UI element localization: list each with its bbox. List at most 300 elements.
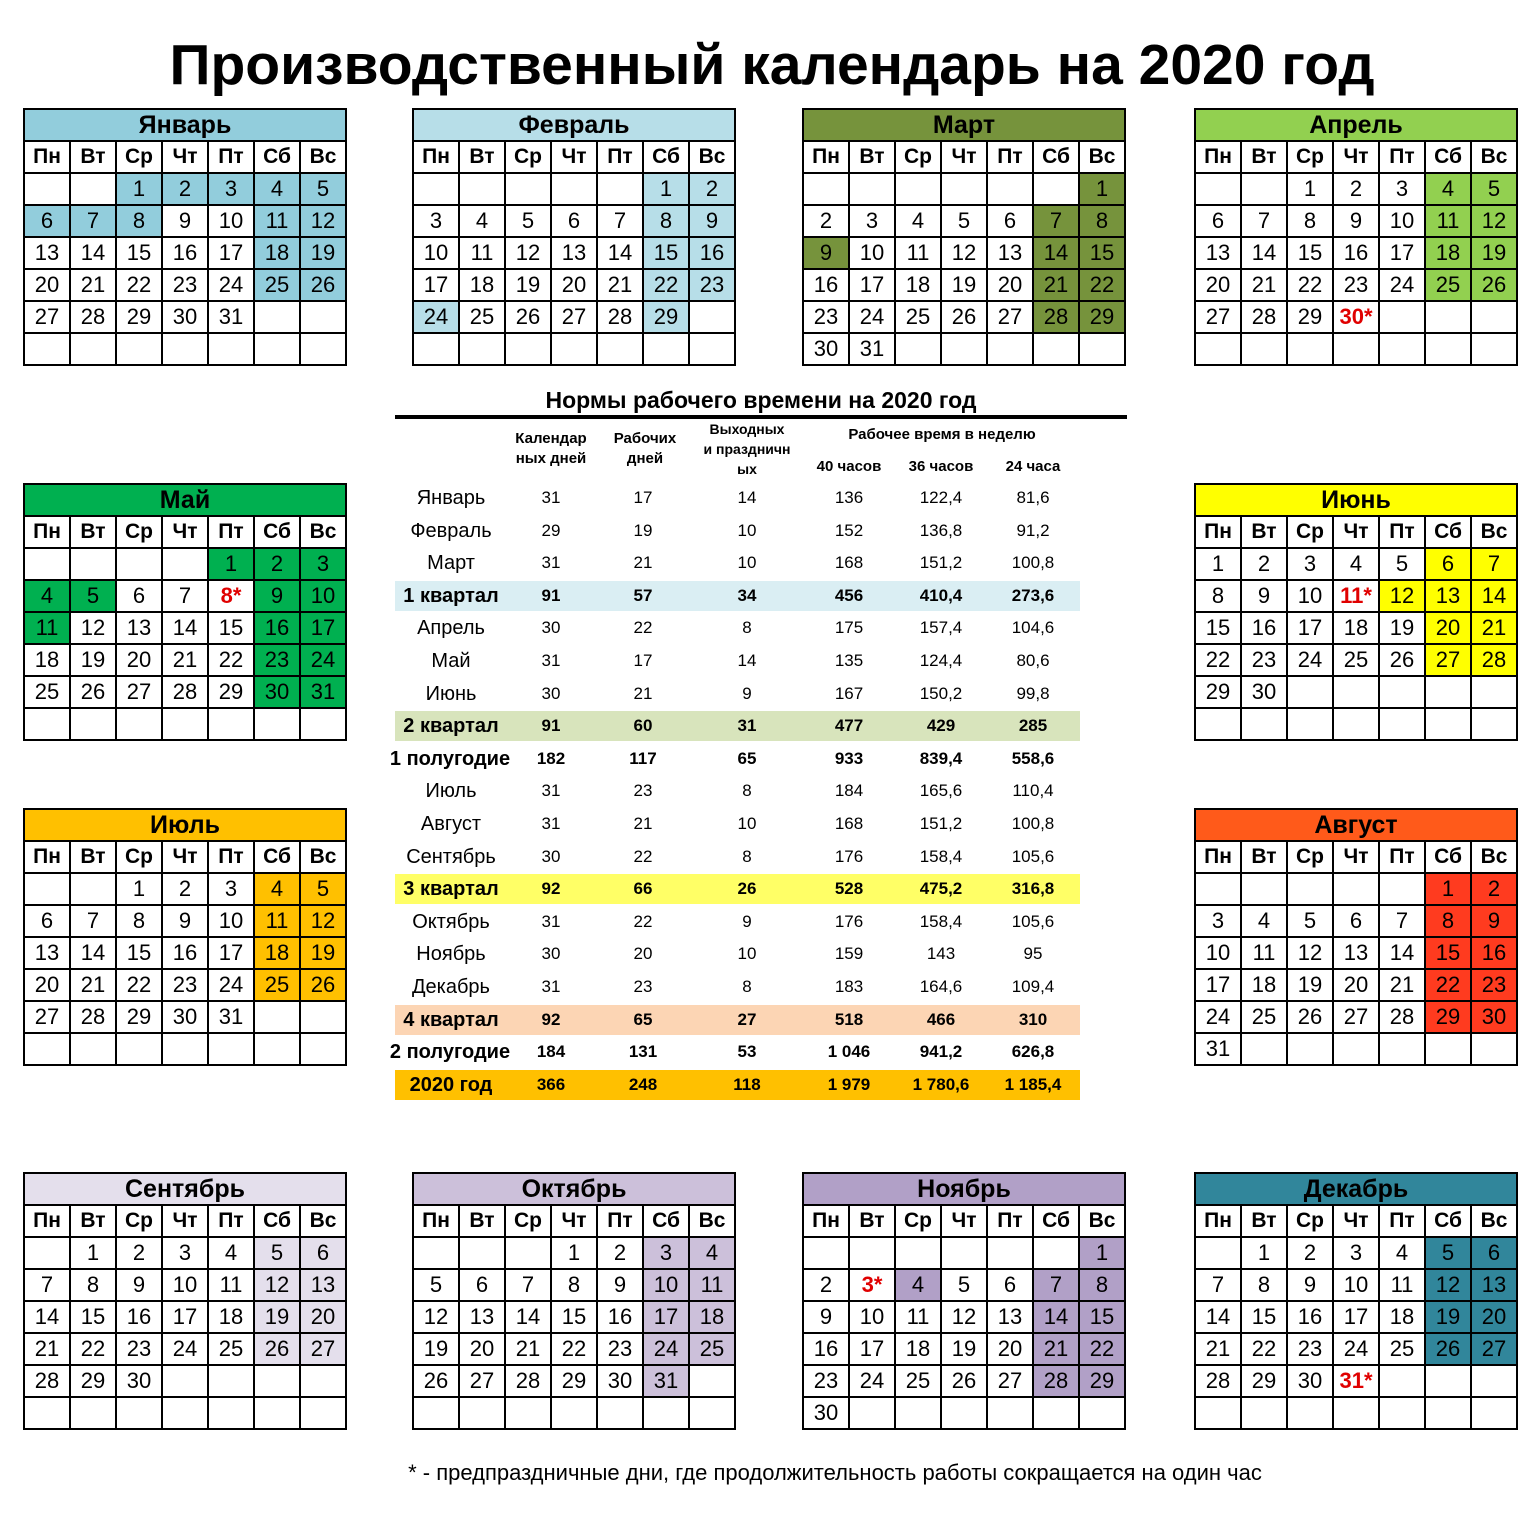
day-cell: 20 <box>24 269 70 301</box>
empty-cell <box>208 1365 254 1397</box>
day-cell: 12 <box>1287 937 1333 969</box>
day-cell: 20 <box>551 269 597 301</box>
day-cell: 1 <box>1195 548 1241 580</box>
day-cell: 23 <box>597 1333 643 1365</box>
weekday-label: Вс <box>300 841 346 873</box>
day-cell: 27 <box>459 1365 505 1397</box>
day-cell: 6 <box>1425 548 1471 580</box>
weekday-label: Пт <box>208 1205 254 1237</box>
day-cell: 21 <box>1241 269 1287 301</box>
empty-cell <box>116 333 162 365</box>
day-cell: 19 <box>1379 612 1425 644</box>
day-cell: 16 <box>803 1333 849 1365</box>
empty-cell <box>689 333 735 365</box>
empty-cell <box>70 1397 116 1429</box>
day-cell: 5 <box>300 873 346 905</box>
norms-row <box>395 809 1127 839</box>
day-cell: 4 <box>1425 173 1471 205</box>
empty-cell <box>1471 676 1517 708</box>
day-cell: 30 <box>1287 1365 1333 1397</box>
empty-cell <box>1287 1033 1333 1065</box>
day-cell: 16 <box>1241 612 1287 644</box>
day-cell: 22 <box>116 969 162 1001</box>
day-cell: 22 <box>208 644 254 676</box>
day-cell: 21 <box>70 969 116 1001</box>
day-cell: 27 <box>24 301 70 333</box>
day-cell: 7 <box>162 580 208 612</box>
day-cell: 29 <box>643 301 689 333</box>
day-cell: 3 <box>1333 1237 1379 1269</box>
day-cell: 16 <box>1333 237 1379 269</box>
empty-cell <box>254 301 300 333</box>
day-cell: 25 <box>459 301 505 333</box>
day-cell: 3 <box>208 873 254 905</box>
day-cell: 7 <box>70 905 116 937</box>
month-calendar <box>23 108 347 366</box>
empty-cell <box>70 548 116 580</box>
row-value: 91 <box>541 585 561 605</box>
day-cell: 27 <box>1195 301 1241 333</box>
weekday-label: Вт <box>459 1205 505 1237</box>
weekday-label: Сб <box>643 141 689 173</box>
day-cell: 13 <box>116 612 162 644</box>
empty-cell <box>1471 1397 1517 1429</box>
day-cell: 4 <box>895 1269 941 1301</box>
day-cell: 12 <box>413 1301 459 1333</box>
weekday-label: Пт <box>597 1205 643 1237</box>
day-cell: 9 <box>162 205 208 237</box>
row-value: 31 <box>737 716 757 736</box>
weekday-label: Вс <box>1079 141 1125 173</box>
row-value: 518 <box>834 1009 864 1029</box>
footnote: * - предпраздничные дни, где продолжительность работы сокращается на один час <box>408 1460 1262 1485</box>
empty-cell <box>1333 708 1379 740</box>
day-cell: 18 <box>208 1301 254 1333</box>
empty-cell <box>1241 333 1287 365</box>
day-cell: 21 <box>162 644 208 676</box>
row-label: 2 полугодие <box>389 1041 511 1064</box>
day-cell: 5 <box>941 205 987 237</box>
empty-cell <box>70 1033 116 1065</box>
empty-cell <box>551 173 597 205</box>
day-cell: 3 <box>413 205 459 237</box>
weekday-label: Вт <box>459 141 505 173</box>
day-cell: 20 <box>987 1333 1033 1365</box>
row-value: 21 <box>633 814 653 833</box>
empty-cell <box>1379 708 1425 740</box>
day-cell: 26 <box>1379 644 1425 676</box>
day-cell: 7 <box>505 1269 551 1301</box>
day-cell: 24 <box>300 644 346 676</box>
day-cell: 16 <box>116 1301 162 1333</box>
empty-cell <box>254 333 300 365</box>
day-cell: 8 <box>1079 205 1125 237</box>
day-cell: 5 <box>413 1269 459 1301</box>
empty-cell <box>300 333 346 365</box>
empty-cell <box>1033 1237 1079 1269</box>
empty-cell <box>1425 1033 1471 1065</box>
day-cell: 30 <box>254 676 300 708</box>
day-cell: 15 <box>116 937 162 969</box>
row-value: 17 <box>633 488 653 507</box>
day-cell: 31 <box>643 1365 689 1397</box>
empty-cell <box>987 1237 1033 1269</box>
row-label: 1 квартал <box>403 584 499 607</box>
day-cell: 13 <box>24 237 70 269</box>
day-cell: 9 <box>116 1269 162 1301</box>
row-value: 92 <box>541 1009 561 1029</box>
day-cell: 12 <box>1379 580 1425 612</box>
row-value: 429 <box>926 716 956 736</box>
empty-cell <box>643 1397 689 1429</box>
day-cell: 2 <box>803 205 849 237</box>
header-calendar-days: Календар ных дней <box>515 430 587 467</box>
empty-cell <box>505 1397 551 1429</box>
day-cell: 19 <box>254 1301 300 1333</box>
day-cell: 1 <box>1079 173 1125 205</box>
day-cell: 21 <box>597 269 643 301</box>
day-cell: 30 <box>1241 676 1287 708</box>
day-cell: 9 <box>1287 1269 1333 1301</box>
empty-cell <box>1425 333 1471 365</box>
day-cell: 20 <box>300 1301 346 1333</box>
empty-cell <box>24 1397 70 1429</box>
day-cell: 21 <box>1033 1333 1079 1365</box>
empty-cell <box>300 1397 346 1429</box>
day-cell: 9 <box>689 205 735 237</box>
day-cell: 26 <box>70 676 116 708</box>
day-cell: 22 <box>643 269 689 301</box>
day-cell: 29 <box>1241 1365 1287 1397</box>
day-cell: 2 <box>1471 873 1517 905</box>
weekday-label: Сб <box>1033 141 1079 173</box>
weekday-label: Пт <box>1379 516 1425 548</box>
row-value: 31 <box>541 814 561 833</box>
weekday-label: Пн <box>803 141 849 173</box>
row-value: 151,2 <box>919 814 963 833</box>
weekday-label: Вс <box>689 141 735 173</box>
empty-cell <box>987 173 1033 205</box>
weekday-label: Пт <box>1379 841 1425 873</box>
row-value: 31 <box>541 911 561 931</box>
weekday-label: Пн <box>1195 141 1241 173</box>
weekday-label: Вт <box>1241 516 1287 548</box>
header-work-days: Рабочих дней <box>613 430 677 467</box>
weekday-label: Ср <box>505 141 551 173</box>
month-name: Июнь <box>1195 484 1517 516</box>
day-cell: 28 <box>24 1365 70 1397</box>
day-cell: 22 <box>1287 269 1333 301</box>
empty-cell <box>1425 1397 1471 1429</box>
norms-row <box>395 939 1127 969</box>
day-cell: 6 <box>116 580 162 612</box>
row-value: 21 <box>633 683 653 703</box>
norms-title: Нормы рабочего времени на 2020 год <box>395 385 1127 419</box>
day-cell: 4 <box>895 205 941 237</box>
norms-row <box>395 646 1127 676</box>
empty-cell <box>208 1033 254 1065</box>
day-cell: 14 <box>70 237 116 269</box>
day-cell: 25 <box>208 1333 254 1365</box>
empty-cell <box>551 333 597 365</box>
empty-cell <box>1471 1365 1517 1397</box>
empty-cell <box>1287 1397 1333 1429</box>
day-cell: 2 <box>689 173 735 205</box>
empty-cell <box>689 1397 735 1429</box>
weekday-label: Пт <box>987 1205 1033 1237</box>
day-cell: 10 <box>413 237 459 269</box>
norms-row <box>395 972 1127 1002</box>
day-cell: 3 <box>1287 548 1333 580</box>
weekday-label: Сб <box>643 1205 689 1237</box>
norms-row <box>395 842 1127 872</box>
day-cell: 28 <box>1241 301 1287 333</box>
empty-cell <box>162 1397 208 1429</box>
row-value: 8 <box>742 781 752 801</box>
empty-cell <box>208 708 254 740</box>
day-cell: 1 <box>208 548 254 580</box>
day-cell: 10 <box>643 1269 689 1301</box>
row-value: 124,4 <box>919 651 963 670</box>
weekday-label: Ср <box>1287 141 1333 173</box>
empty-cell <box>162 333 208 365</box>
day-cell: 28 <box>70 1001 116 1033</box>
empty-cell <box>941 1397 987 1429</box>
day-cell: 22 <box>1425 969 1471 1001</box>
row-value: 183 <box>834 977 864 996</box>
day-cell: 23 <box>162 269 208 301</box>
month-name: Апрель <box>1195 109 1517 141</box>
empty-cell <box>1287 676 1333 708</box>
row-value: 34 <box>737 585 757 605</box>
row-value: 9 <box>742 911 752 931</box>
weekday-label: Пн <box>413 1205 459 1237</box>
empty-cell <box>413 333 459 365</box>
day-cell: 22 <box>1241 1333 1287 1365</box>
row-value: 91,2 <box>1016 520 1050 540</box>
day-cell: 11 <box>689 1269 735 1301</box>
row-value: 316,8 <box>1011 879 1055 899</box>
row-value: 22 <box>633 618 653 638</box>
weekday-label: Чт <box>551 1205 597 1237</box>
day-cell: 7 <box>1471 548 1517 580</box>
weekday-label: Пт <box>1379 141 1425 173</box>
empty-cell <box>1241 1033 1287 1065</box>
day-cell: 29 <box>116 1001 162 1033</box>
day-cell: 18 <box>24 644 70 676</box>
empty-cell <box>941 173 987 205</box>
day-cell: 20 <box>1333 969 1379 1001</box>
day-cell: 15 <box>1425 937 1471 969</box>
day-cell: 15 <box>643 237 689 269</box>
empty-cell <box>254 1365 300 1397</box>
header-off-days: Выходных и праздничн ых <box>703 421 791 477</box>
row-value: 66 <box>633 879 653 899</box>
norms-row <box>395 907 1127 937</box>
row-value: 157,4 <box>919 618 963 638</box>
day-cell: 25 <box>254 969 300 1001</box>
row-value: 117 <box>629 748 657 768</box>
weekday-label: Чт <box>941 1205 987 1237</box>
day-cell: 10 <box>300 580 346 612</box>
day-cell: 18 <box>254 937 300 969</box>
day-cell: 29 <box>1287 301 1333 333</box>
empty-cell <box>300 1001 346 1033</box>
weekday-label: Пт <box>1379 1205 1425 1237</box>
empty-cell <box>941 1237 987 1269</box>
day-cell: 26 <box>300 969 346 1001</box>
day-cell: 30 <box>803 1397 849 1429</box>
day-cell: 25 <box>1241 1001 1287 1033</box>
day-cell: 7 <box>597 205 643 237</box>
day-cell: 4 <box>1333 548 1379 580</box>
row-value: 29 <box>541 520 561 540</box>
day-cell: 4 <box>254 873 300 905</box>
row-value: 8 <box>742 846 752 866</box>
empty-cell <box>70 173 116 205</box>
day-cell: 12 <box>300 905 346 937</box>
weekday-label: Ср <box>116 1205 162 1237</box>
day-cell: 3 <box>1195 905 1241 937</box>
day-cell: 7 <box>24 1269 70 1301</box>
day-cell: 9 <box>254 580 300 612</box>
weekday-label: Пн <box>1195 841 1241 873</box>
day-cell: 6 <box>24 905 70 937</box>
row-value: 176 <box>834 846 864 866</box>
norms-row <box>395 581 1127 611</box>
day-cell: 27 <box>1333 1001 1379 1033</box>
empty-cell <box>1033 173 1079 205</box>
day-cell: 26 <box>413 1365 459 1397</box>
day-cell: 30 <box>597 1365 643 1397</box>
weekday-label: Вт <box>70 141 116 173</box>
row-value: 168 <box>834 814 864 833</box>
day-cell: 29 <box>551 1365 597 1397</box>
row-value: 456 <box>834 585 864 605</box>
day-cell: 12 <box>70 612 116 644</box>
day-cell: 12 <box>505 237 551 269</box>
month-calendar <box>802 108 1126 366</box>
weekday-label: Пн <box>1195 1205 1241 1237</box>
empty-cell <box>1379 1365 1425 1397</box>
day-cell: 21 <box>70 269 116 301</box>
empty-cell <box>895 333 941 365</box>
day-cell: 10 <box>849 237 895 269</box>
row-value: 53 <box>737 1042 757 1062</box>
day-cell: 28 <box>1033 301 1079 333</box>
day-cell: 11 <box>1379 1269 1425 1301</box>
day-cell: 11* <box>1333 580 1379 612</box>
empty-cell <box>1333 676 1379 708</box>
empty-cell <box>1379 301 1425 333</box>
empty-cell <box>24 1237 70 1269</box>
row-value: 136,8 <box>919 520 963 540</box>
row-value: 31 <box>541 977 561 996</box>
row-value: 143 <box>926 944 956 964</box>
weekday-label: Вс <box>1471 516 1517 548</box>
row-value: 31 <box>541 651 561 670</box>
day-cell: 17 <box>1379 237 1425 269</box>
row-value: 184 <box>536 1042 566 1062</box>
weekday-label: Вс <box>689 1205 735 1237</box>
day-cell: 13 <box>1333 937 1379 969</box>
row-value: 30 <box>541 846 561 866</box>
row-label: Февраль <box>410 519 492 542</box>
day-cell: 30* <box>1333 301 1379 333</box>
row-value: 104,6 <box>1011 618 1055 638</box>
row-value: 151,2 <box>919 553 963 573</box>
day-cell: 28 <box>70 301 116 333</box>
row-label: Март <box>427 552 475 575</box>
day-cell: 27 <box>116 676 162 708</box>
row-value: 17 <box>633 651 653 670</box>
day-cell: 13 <box>987 1301 1033 1333</box>
weekday-label: Сб <box>254 841 300 873</box>
empty-cell <box>1287 708 1333 740</box>
norms-row <box>395 874 1127 904</box>
day-cell: 7 <box>1195 1269 1241 1301</box>
day-cell: 30 <box>162 301 208 333</box>
day-cell: 25 <box>689 1333 735 1365</box>
month-name: Июль <box>24 809 346 841</box>
day-cell: 9 <box>1333 205 1379 237</box>
day-cell: 28 <box>597 301 643 333</box>
day-cell: 29 <box>208 676 254 708</box>
row-value: 135 <box>834 651 864 670</box>
empty-cell <box>70 333 116 365</box>
day-cell: 13 <box>1425 580 1471 612</box>
day-cell: 12 <box>300 205 346 237</box>
month-calendar <box>412 1172 736 1430</box>
empty-cell <box>505 1237 551 1269</box>
weekday-label: Чт <box>162 841 208 873</box>
weekday-label: Чт <box>1333 841 1379 873</box>
day-cell: 24 <box>1333 1333 1379 1365</box>
day-cell: 24 <box>413 301 459 333</box>
day-cell: 25 <box>1333 644 1379 676</box>
row-value: 933 <box>834 748 864 768</box>
day-cell: 23 <box>162 969 208 1001</box>
day-cell: 29 <box>1425 1001 1471 1033</box>
day-cell: 15 <box>1241 1301 1287 1333</box>
row-value: 19 <box>633 520 653 540</box>
empty-cell <box>116 708 162 740</box>
day-cell: 19 <box>505 269 551 301</box>
row-value: 10 <box>737 520 757 540</box>
month-name: Декабрь <box>1195 1173 1517 1205</box>
row-label: Октябрь <box>412 910 490 933</box>
day-cell: 22 <box>116 269 162 301</box>
empty-cell <box>1287 873 1333 905</box>
norms-row <box>395 613 1127 643</box>
weekday-label: Вт <box>70 841 116 873</box>
day-cell: 15 <box>551 1301 597 1333</box>
day-cell: 2 <box>1287 1237 1333 1269</box>
empty-cell <box>24 173 70 205</box>
weekday-label: Пн <box>413 141 459 173</box>
empty-cell <box>1287 333 1333 365</box>
row-value: 285 <box>1018 716 1048 736</box>
row-value: 1 780,6 <box>912 1074 970 1094</box>
empty-cell <box>70 873 116 905</box>
weekday-label: Пт <box>208 841 254 873</box>
day-cell: 23 <box>254 644 300 676</box>
day-cell: 16 <box>803 269 849 301</box>
empty-cell <box>208 333 254 365</box>
day-cell: 7 <box>1033 205 1079 237</box>
day-cell: 21 <box>1471 612 1517 644</box>
row-value: 100,8 <box>1011 814 1055 833</box>
